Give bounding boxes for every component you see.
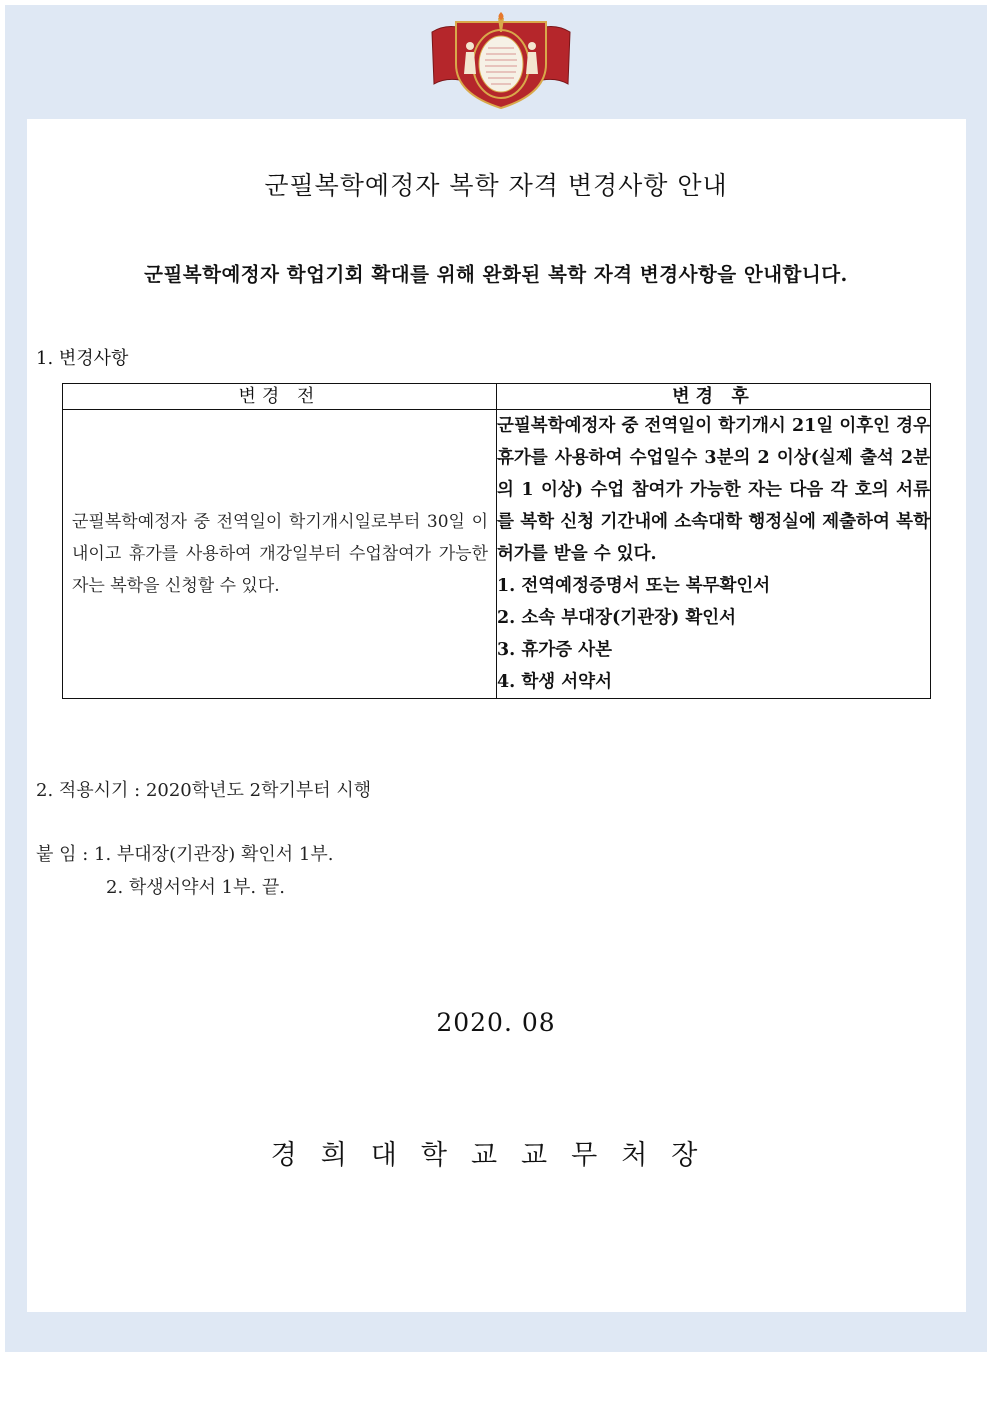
header-after: 변경 후 xyxy=(497,384,931,410)
document-date: 2020. 08 xyxy=(436,1008,556,1037)
table-row xyxy=(63,410,931,699)
after-item-2: 2. 소속 부대장(기관장) 확인서 xyxy=(497,608,737,628)
applied-period: 2. 적용시기 : 2020학년도 2학기부터 시행 xyxy=(36,780,372,801)
after-item-3: 3. 휴가증 사본 xyxy=(497,640,612,660)
before-text: 군필복학예정자 중 전역일이 학기개시일로부터 30일 이내이고 휴가를 사용하여 개강일부터 수업참여가 가능한 자는 복학을 신청할 수 있다. xyxy=(72,512,488,596)
after-item-1: 1. 전역예정증명서 또는 복무확인서 xyxy=(497,576,771,596)
changes-table xyxy=(62,383,931,699)
document-title: 군필복학예정자 복학 자격 변경사항 안내 xyxy=(264,171,728,200)
attachment-line-1: 붙 임 : 1. 부대장(기관장) 확인서 1부. xyxy=(36,844,334,865)
cell-after xyxy=(497,410,931,699)
header-before: 변경 전 xyxy=(63,384,497,410)
section-heading-changes: 1. 변경사항 xyxy=(36,348,129,369)
attachment-line-2: 2. 학생서약서 1부. 끝. xyxy=(106,877,285,898)
issuer-signature: 경희대학교교무처장 xyxy=(270,1140,722,1171)
cell-before xyxy=(63,410,497,699)
after-text: 군필복학예정자 중 전역일이 학기개시 21일 이후인 경우 휴가를 사용하여 수업일수 3분의 2 이상(실제 출석 2분의 1 이상) 수업 참여가 가능한 자는 다음 각 호의 서류를 복학 신청 기간내에 소속대학 행정실에 제출하여 복학 허가를 받을 수 있다. xyxy=(497,416,930,564)
table-header-row xyxy=(63,384,931,410)
after-item-4: 4. 학생 서약서 xyxy=(497,672,612,692)
university-seal-icon xyxy=(428,12,574,110)
document-subtitle: 군필복학예정자 학업기회 확대를 위해 완화된 복학 자격 변경사항을 안내합니다. xyxy=(144,263,848,286)
